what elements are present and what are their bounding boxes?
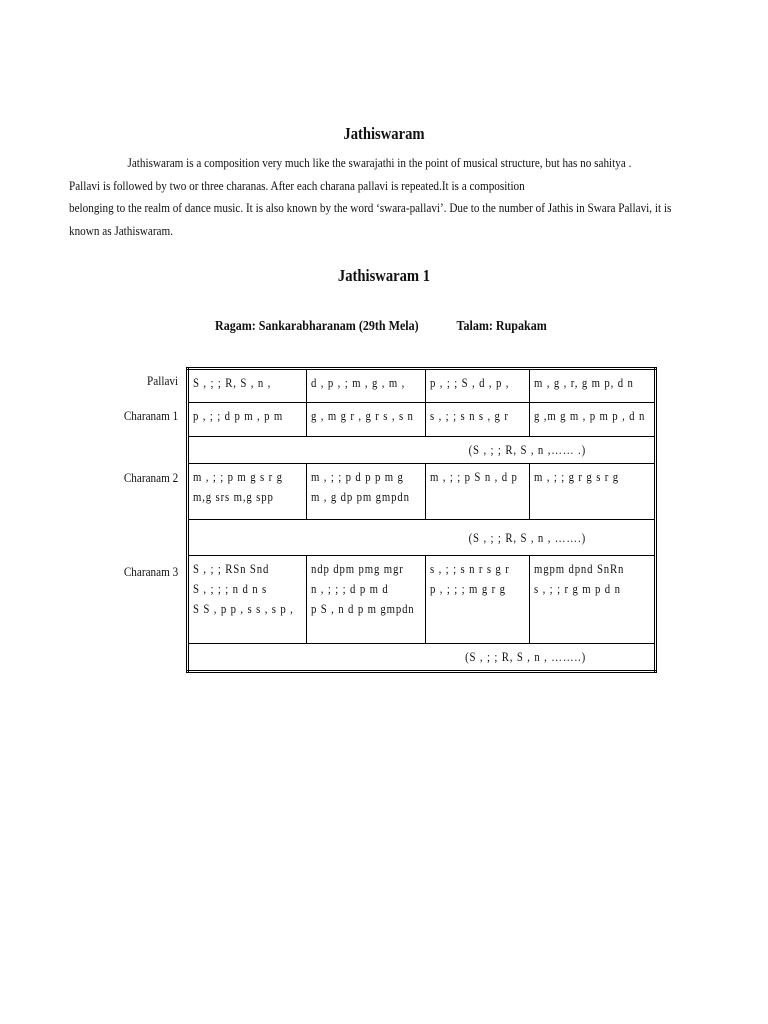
pallavi-return-row — [188, 644, 656, 672]
swara-cell: g , m g r , g r s , s n — [307, 403, 426, 437]
intro-line: Pallavi is followed by two or three charanas. After each charana pallavi is repeated.It is a composition — [69, 177, 525, 193]
pallavi-return-cell: (S , ; ; R, S , n ,…… .) — [188, 437, 656, 464]
swara-cell: S , ; ; RSn Snd S , ; ; ; n d n s S S , p p , s s , s p , — [188, 556, 307, 644]
swara-cell: m , ; ; p m g s r g m,g srs m,g spp — [188, 464, 307, 520]
charanam1-row — [188, 403, 656, 437]
intro-line: known as Jathiswaram. — [69, 222, 174, 238]
pallavi-return-row — [188, 520, 656, 556]
charanam3-label: Charanam 3 — [123, 564, 178, 579]
charanam2-row — [188, 464, 656, 520]
page-title: Jathiswaram — [343, 124, 425, 143]
swara-cell: s , ; ; s n s , g r — [426, 403, 530, 437]
swara-table — [186, 367, 657, 673]
pallavi-return-cell: (S , ; ; R, S , n , …….) — [188, 520, 656, 556]
swara-cell: ndp dpm pmg mgr n , ; ; ; d p m d p S , n d p m gmpdn — [307, 556, 426, 644]
swara-cell: m , ; ; p d p p m g m , g dp pm gmpdn — [307, 464, 426, 520]
ragam-talam-line — [215, 319, 547, 335]
swara-cell: m , g , r, g m p, d n — [530, 369, 656, 403]
swara-cell: mgpm dpnd SnRn s , ; ; r g m p d n — [530, 556, 656, 644]
swara-cell: p , ; ; d p m , p m — [188, 403, 307, 437]
swara-cell: d , p , ; m , g , m , — [307, 369, 426, 403]
pallavi-row — [188, 369, 656, 403]
talam-label: Talam: Rupakam — [456, 319, 547, 334]
swara-cell: g ,m g m , p m p , d n — [530, 403, 656, 437]
swara-cell: m , ; ; p S n , d p — [426, 464, 530, 520]
pallavi-return-row — [188, 437, 656, 464]
swara-cell: S , ; ; R, S , n , — [188, 369, 307, 403]
swara-cell: s , ; ; s n r s g r p , ; ; ; m g r g — [426, 556, 530, 644]
intro-line: belonging to the realm of dance music. It is also known by the word ‘swara-pallavi’. Due to the number of Jathis in Swara Pallavi, it is — [69, 200, 672, 215]
charanam1-label: Charanam 1 — [123, 408, 178, 423]
intro-paragraph — [69, 152, 672, 242]
swara-cell: p , ; ; S , d , p , — [426, 369, 530, 403]
charanam2-label: Charanam 2 — [123, 470, 178, 485]
pallavi-return-cell: (S , ; ; R, S , n , ……..) — [188, 644, 656, 672]
pallavi-label: Pallavi — [146, 373, 178, 388]
swara-cell: m , ; ; g r g s r g — [530, 464, 656, 520]
ragam-label: Ragam: Sankarabharanam (29th Mela) — [215, 319, 419, 334]
intro-line: Jathiswaram is a composition very much like the swarajathi in the point of musical structure, but has no sahitya . — [127, 155, 632, 170]
charanam3-row — [188, 556, 656, 644]
composition-title: Jathiswaram 1 — [337, 266, 431, 285]
